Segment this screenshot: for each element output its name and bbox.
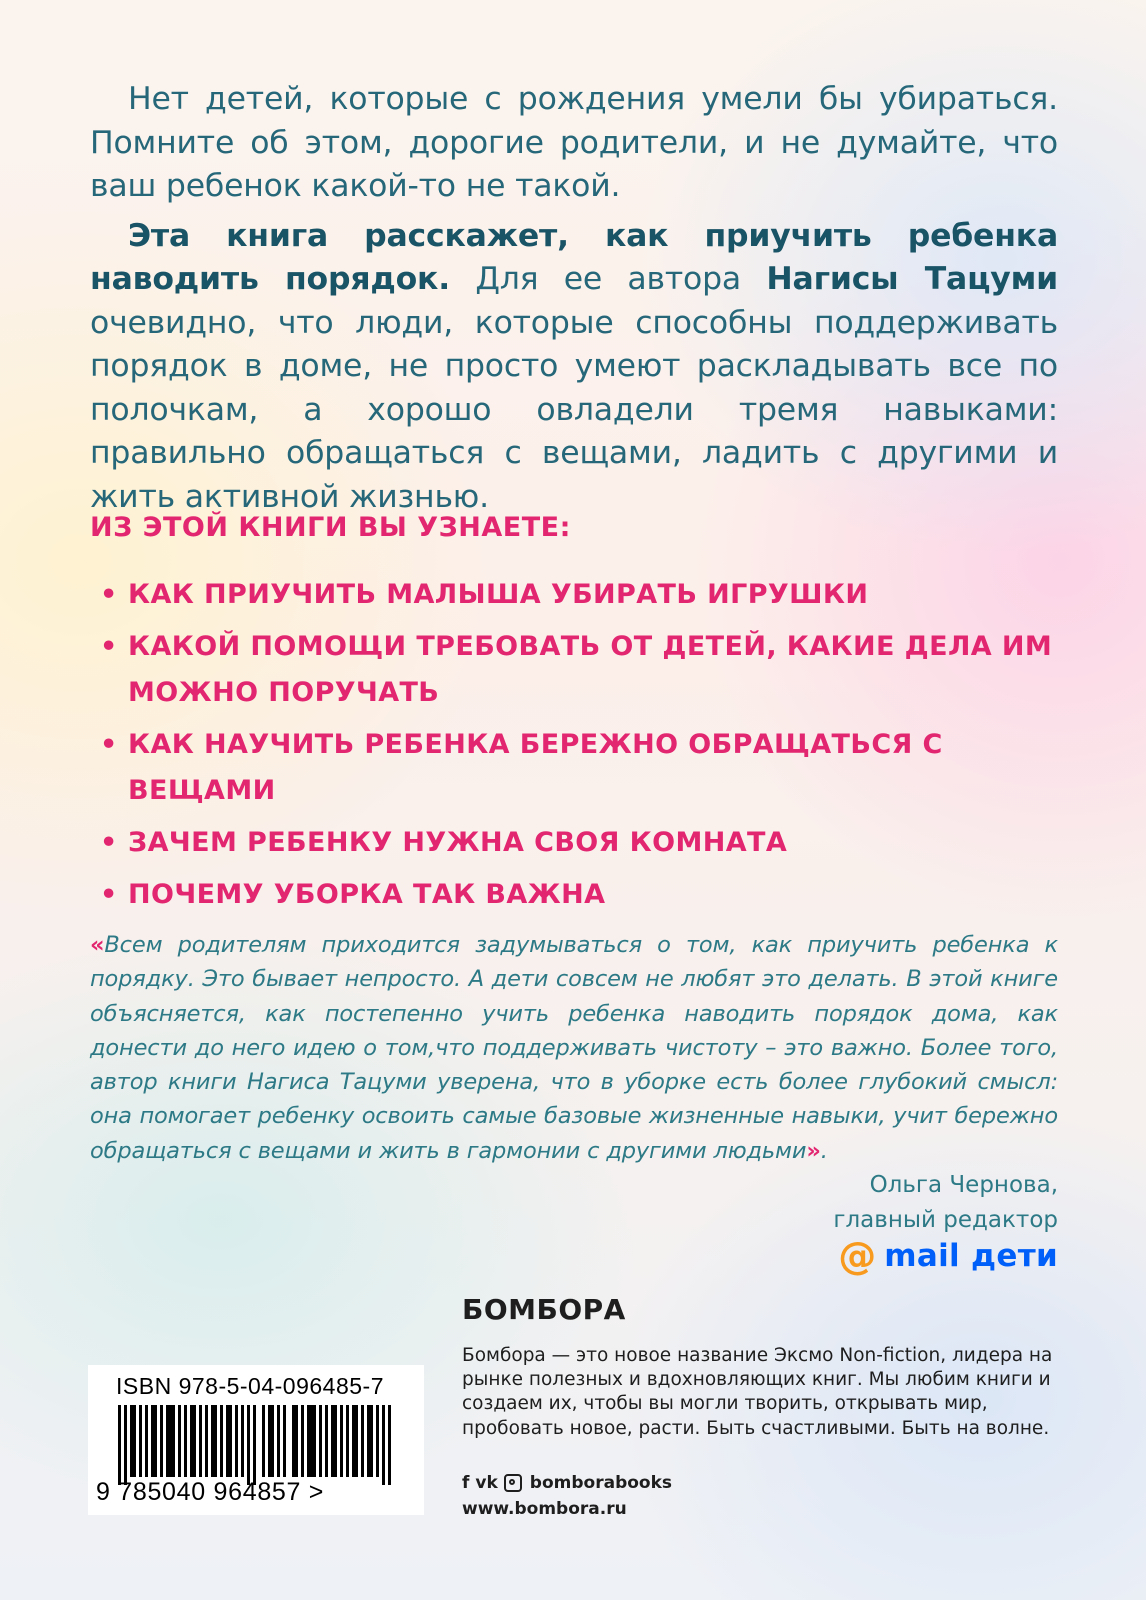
intro-bold-lead: Эта книга расскажет, как приучить ребенка наводить порядок. (90, 217, 1058, 297)
bullet-icon: • (100, 729, 118, 760)
list-item (100, 872, 1060, 918)
bullet-icon: • (100, 579, 118, 610)
social-handle: bomborabooks (529, 1473, 673, 1493)
list-item-text: КАК ПРИУЧИТЬ МАЛЫША УБИРАТЬ ИГРУШКИ (128, 579, 869, 610)
list-item (100, 722, 1060, 814)
quote-signature (833, 1168, 1058, 1238)
list-item-text: ПОЧЕМУ УБОРКА ТАК ВАЖНА (128, 879, 606, 910)
quote-trailing: . (820, 1137, 828, 1164)
signature-role: главный редактор (833, 1207, 1058, 1233)
quote-open-icon: « (90, 932, 105, 958)
bullet-icon: • (100, 631, 118, 662)
intro-paragraph-2 (90, 215, 1058, 520)
author-name: Нагисы Тацуми (766, 261, 1058, 297)
ean-digits: 9 785040 964857 > (96, 1478, 325, 1506)
learn-heading: ИЗ ЭТОЙ КНИГИ ВЫ УЗНАЕТЕ: (90, 512, 571, 543)
isbn-label: ISBN 978-5-04-096485-7 (116, 1373, 384, 1399)
at-icon: @ (838, 1234, 877, 1278)
social-links (462, 1473, 672, 1493)
publisher-description: Бомбора — это новое название Эксмо Non-fiction, лидера на рынке полезных и вдохновляющих книг. Мы любим книги и создаем их, чтобы вы могли творить, открывать мир, пробовать новое, расти. Быть счастливыми. Быть на волне. (462, 1345, 1053, 1439)
mail-deti-logo (838, 1236, 1058, 1276)
publisher-website: www.bombora.ru (462, 1499, 627, 1519)
intro-text-mid: Для ее автора (449, 261, 767, 297)
list-item (100, 820, 1060, 866)
list-item (100, 624, 1060, 716)
intro-text-end: очевидно, что люди, которые способны поддерживать порядок в доме, не просто умеют раскладывать все по полочкам, а хорошо овладели тремя навыками: правильно обращаться с вещами, ладить с другими и жить активной жизнью. (90, 304, 1058, 515)
publisher-block (462, 1293, 1062, 1441)
quote-text: Всем родителям приходится задумываться о том, как приучить ребенка к порядку. Это бывает непросто. А дети совсем не любят это делать. В этой книге объясняется, как постепенно учить ребенка наводить порядок дома, как донести до него идею о том,что поддерживать чистоту – это важно. Более того, автор книги Нагиса Тацуми уверена, что в уборке есть более глубокий смысл: она помогает ребенку освоить самые базовые жизненные навыки, учит бережно обращаться с вещами и жить в гармонии с другими людьми (90, 932, 1058, 1164)
quote-close-icon: » (806, 1137, 821, 1164)
review-quote (90, 928, 1058, 1168)
learn-list (100, 572, 1060, 924)
list-item-text: ЗАЧЕМ РЕБЕНКУ НУЖНА СВОЯ КОМНАТА (128, 827, 788, 858)
facebook-icon: f (462, 1473, 470, 1493)
bullet-icon: • (100, 879, 118, 910)
list-item-text: КАК НАУЧИТЬ РЕБЕНКА БЕРЕЖНО ОБРАЩАТЬСЯ С ВЕЩАМИ (128, 729, 943, 806)
signature-name: Ольга Чернова, (869, 1172, 1058, 1198)
isbn-barcode-box (88, 1365, 424, 1515)
list-item (100, 572, 1060, 618)
barcode-icon (118, 1405, 408, 1485)
mail-deti-label: mail дети (884, 1238, 1058, 1274)
intro-text (90, 78, 1058, 519)
bullet-icon: • (100, 827, 118, 858)
instagram-icon (504, 1474, 522, 1492)
vk-icon: vk (475, 1473, 498, 1493)
intro-paragraph-1: Нет детей, которые с рождения умели бы убираться. Помните об этом, дорогие родители, и не думайте, что ваш ребенок какой-то не такой. (90, 81, 1058, 204)
list-item-text: КАКОЙ ПОМОЩИ ТРЕБОВАТЬ ОТ ДЕТЕЙ, КАКИЕ ДЕЛА ИМ МОЖНО ПОРУЧАТЬ (128, 631, 1053, 708)
publisher-logo: БОМБОРА (462, 1293, 626, 1326)
